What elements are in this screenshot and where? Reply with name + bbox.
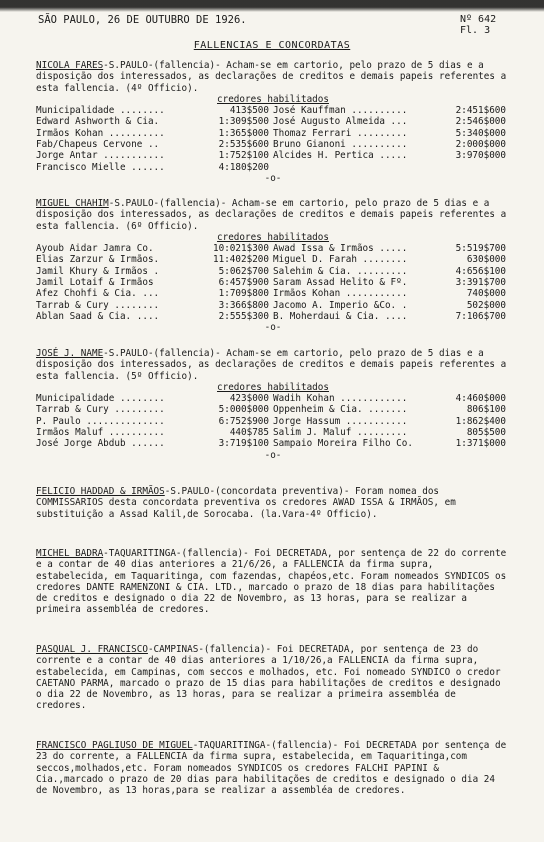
creditors-heading: credores habilitados (217, 381, 329, 393)
creditor-row (36, 105, 510, 116)
creditor-amount: 4:656$100 (455, 265, 506, 277)
creditor-amount: 1:752$100 (218, 150, 269, 162)
creditor-amount: 1:709$800 (218, 288, 269, 300)
creditor-cell (273, 311, 510, 322)
creditor-name: Salim J. Maluf ......... (273, 427, 408, 439)
creditor-amount: 5:340$000 (455, 127, 506, 139)
creditor-cell (273, 300, 510, 311)
entry-intro (36, 348, 510, 382)
creditor-name: Awad Issa & Irmãos ..... (273, 243, 408, 255)
creditor-cell (36, 393, 273, 404)
creditor-name: Elias Zarzur & Irmãos. (36, 254, 160, 266)
creditor-row (36, 277, 510, 288)
creditors-heading: credores habilitados (217, 93, 329, 105)
creditor-amount: 805$500 (466, 427, 506, 439)
separator: -o- (264, 449, 282, 461)
creditor-name: Saram Assad Helito & Fº. (273, 277, 408, 289)
creditors-heading: credores habilitados (217, 231, 329, 243)
creditor-cell (36, 266, 273, 277)
creditors-table (36, 105, 510, 173)
entry-text: -S.PAULO-(fallencia)- Acham-se em cartorio, pelo prazo de 5 dias e a disposição dos interessados, as declarações de creditos e demais papeis referentes a esta fallencia. (6º Officio). (36, 198, 507, 232)
creditor-cell (273, 438, 510, 449)
creditor-amount: 2:546$000 (455, 116, 506, 128)
creditor-cell (273, 416, 510, 427)
creditor-name: Tarrab & Cury ........ (36, 299, 160, 311)
creditor-cell (36, 311, 273, 322)
separator: -o- (264, 322, 282, 334)
creditor-amount: 1:365$000 (218, 127, 269, 139)
entry-jose-j-name (36, 348, 510, 461)
creditor-amount (432, 162, 510, 173)
entry-paragraph (36, 644, 510, 712)
creditor-row (36, 243, 510, 254)
creditor-amount: 3:391$700 (455, 277, 506, 289)
creditor-amount: 413$500 (229, 105, 269, 117)
creditor-cell (36, 416, 273, 427)
creditor-name: Alcides H. Pertica ..... (273, 150, 408, 162)
creditor-amount: 1:862$400 (455, 415, 506, 427)
creditor-name: Municipalidade ........ (36, 105, 165, 117)
creditor-amount: 10:021$300 (213, 243, 269, 255)
entry-text: -TAQUARITINGA-(fallencia)- Foi DECRETADA, por sentença de 22 do corrente e a contar de 40 dias anteriores a 21/6/26, a FALLENCIA da firma supra, estabelecida, em Taquaritinga, com fazendas, chapéos,etc. Foram nomeados SYNDICOS os credores DANTE RAMENZONI & CIA. LTD., marcado o prazo de 18 dias para habilitações de creditos e designado o dia 22 de Novembro, as 13 horas, para se realizar a primeira assembléa de credores. (36, 548, 507, 616)
creditor-name: Jorge Antar ........... (36, 150, 165, 162)
entry-francisco-pagliuso (36, 740, 510, 796)
creditor-cell (36, 150, 273, 161)
creditor-name: Ablan Saad & Cia. .... (36, 310, 160, 322)
creditor-cell (36, 139, 273, 150)
creditor-cell (36, 277, 273, 288)
creditor-name: José Augusto Almeida ... (273, 116, 408, 128)
entry-name: MICHEL BADRA (36, 548, 104, 559)
creditor-cell (36, 162, 273, 173)
creditor-amount: 6:752$900 (218, 415, 269, 427)
creditor-name: Miguel D. Farah ........ (273, 254, 408, 266)
creditor-amount: 2:555$300 (218, 310, 269, 322)
creditor-amount: 5:000$000 (218, 404, 269, 416)
creditors-table (36, 243, 510, 322)
creditor-cell (273, 150, 510, 161)
creditor-cell (273, 254, 510, 265)
creditor-name: Wadih Kohan ............ (273, 393, 408, 405)
entry-michel-badra (36, 548, 510, 616)
creditor-amount: 4:180$200 (218, 161, 269, 173)
creditor-cell (273, 105, 510, 116)
creditor-cell (36, 300, 273, 311)
entry-name: NICOLA FARES (36, 60, 104, 71)
folio-number: Fl. 3 (460, 25, 491, 36)
creditor-cell (273, 427, 510, 438)
creditor-row (36, 438, 510, 449)
creditor-row (36, 288, 510, 299)
creditor-cell (273, 288, 510, 299)
creditor-amount: 440$785 (229, 427, 269, 439)
issue-number: Nº 642 (460, 14, 497, 25)
document-date: SÃO PAULO, 26 DE OUTUBRO DE 1926. (38, 14, 247, 26)
entry-felicio-haddad (36, 486, 510, 520)
entry-intro (36, 198, 510, 232)
creditor-row (36, 393, 510, 404)
creditor-row (36, 300, 510, 311)
creditor-row (36, 139, 510, 150)
creditor-amount: 423$000 (229, 393, 269, 405)
creditor-name: Irmãos Kohan .......... (36, 127, 165, 139)
creditor-cell (36, 243, 273, 254)
entry-name: FELICIO HADDAD & IRMÃOS (36, 486, 165, 497)
creditor-row (36, 416, 510, 427)
entry-miguel-chahim (36, 198, 510, 334)
creditor-row (36, 404, 510, 415)
entry-name: JOSÉ J. NAME (36, 348, 104, 359)
separator: -o- (264, 172, 282, 184)
creditor-name: Oppenheim & Cia. ....... (273, 404, 408, 416)
entry-nicola-fares (36, 60, 510, 184)
entry-text: -S.PAULO-(fallencia)- Acham-se em cartorio, pelo prazo de 5 dias e a disposição dos interessados, as declarações de creditos e demais papeis referentes a esta fallencia. (5º Officio). (36, 348, 507, 382)
creditor-name: José Kauffman .......... (273, 105, 408, 117)
creditor-cell (273, 128, 510, 139)
creditor-name: Tarrab & Cury ......... (36, 404, 165, 416)
creditor-name: Bruno Gianoni .......... (273, 139, 408, 151)
creditor-cell (36, 288, 273, 299)
entry-name: MIGUEL CHAHIM (36, 198, 109, 209)
entry-text: -CAMPINAS-(fallencia)- Foi DECRETADA, por sentença de 23 do corrente e a contar de 40 dias anteriores a 1/10/26,a FALLENCIA da firma supra, estabelecida, em Campinas, com seccos e molhados, etc. Foi nomeado SYNDICO o credor CAETANO PARMA, marcado o prazo de 15 dias para habilitações de creditos e designado o dia 22 de Novembro, as 13 horas, para se realizar a primeira assembléa de credores. (36, 644, 501, 712)
creditor-amount: 4:460$000 (455, 393, 506, 405)
creditor-row (36, 311, 510, 322)
creditor-name: Afez Chohfi & Cia. ... (36, 288, 160, 300)
creditor-name: Jamil Lotaif & Irmãos (36, 277, 154, 289)
creditor-amount: 7:106$700 (455, 310, 506, 322)
creditor-name: Ayoub Aidar Jamra Co. (36, 243, 154, 255)
creditor-name: José Jorge Abdub ...... (36, 438, 165, 450)
creditor-name: Jacomo A. Imperio &Co. . (273, 299, 408, 311)
creditors-table (36, 393, 510, 449)
entry-name: FRANCISCO PAGLIUSO DE MIGUEL (36, 740, 193, 751)
creditor-row (36, 266, 510, 277)
creditor-amount: 502$000 (466, 299, 506, 311)
creditor-cell (273, 404, 510, 415)
creditor-name: Edward Ashworth & Cia. (36, 116, 160, 128)
creditor-row (36, 128, 510, 139)
creditor-name: Thomaz Ferrari ......... (273, 127, 408, 139)
entry-name: PASQUAL J. FRANCISCO (36, 644, 148, 655)
creditor-cell (36, 128, 273, 139)
creditor-row (36, 427, 510, 438)
creditor-amount: 2:000$000 (455, 139, 506, 151)
document-number (460, 14, 520, 36)
creditor-amount: 5:519$700 (455, 243, 506, 255)
creditor-cell (36, 254, 273, 265)
entry-pasqual-francisco (36, 644, 510, 712)
creditor-cell (273, 243, 510, 254)
creditor-cell (36, 404, 273, 415)
creditor-amount: 1:309$500 (218, 116, 269, 128)
section-title: FALLENCIAS E CONCORDATAS (193, 40, 351, 51)
entry-paragraph (36, 486, 510, 520)
creditor-amount: 2:535$600 (218, 139, 269, 151)
creditor-row (36, 162, 510, 173)
creditor-name: Jamil Khury & Irmãos . (36, 265, 160, 277)
creditor-amount: 2:451$600 (455, 105, 506, 117)
creditor-name: Francisco Mielle ...... (36, 161, 165, 173)
creditor-cell (273, 266, 510, 277)
creditor-amount: 3:719$100 (218, 438, 269, 450)
creditor-name: Fab/Chapeus Cervone .. (36, 139, 160, 151)
entry-text: -TAQUARITINGA-(fallencia)- Foi DECRETADA por sentença de 23 do corrente, a FALLENCIA da firma supra, estabelecida, em Taquaritinga,com seccos,molhados,etc. Foram nomeados SYNDICOS os credores FALCHI PAPINI & Cia.,marcado o prazo de 20 dias para habilitações de creditos e designado o dia 24 de Novembro, as 13 horas,para se realizar a assembléa de credores. (36, 740, 507, 797)
creditor-cell (36, 105, 273, 116)
creditor-cell (273, 393, 510, 404)
creditor-amount: 6:457$900 (218, 277, 269, 289)
creditor-amount: 5:062$700 (218, 265, 269, 277)
creditor-cell (36, 438, 273, 449)
creditor-name: Jorge Hassum ........... (273, 415, 408, 427)
creditor-amount: 3:366$800 (218, 299, 269, 311)
creditor-amount: 3:970$000 (455, 150, 506, 162)
creditor-cell (273, 116, 510, 127)
entry-paragraph (36, 740, 510, 796)
creditor-amount: 1:371$000 (455, 438, 506, 450)
creditor-name: Salehim & Cia. ......... (273, 265, 408, 277)
creditor-row (36, 254, 510, 265)
creditor-name: Sampaio Moreira Filho Co. (273, 438, 413, 450)
creditor-name: Municipalidade ........ (36, 393, 165, 405)
creditor-cell (36, 427, 273, 438)
entry-text: -S.PAULO-(concordata preventiva)- Foram nomea dos COMMISSARIOS desta concordata preventiva os credores AWAD ISSA & IRMÃOS, em substituição a Assad Kalil,de Sorocaba. (la.Vara-4º Officio). (36, 486, 456, 520)
creditor-cell (273, 139, 510, 150)
creditor-cell (273, 277, 510, 288)
creditor-cell (36, 116, 273, 127)
entry-text: -S.PAULO-(fallencia)- Acham-se em cartorio, pelo prazo de 5 dias e a disposição dos interessados, as declarações de creditos e demais papeis referentes a esta fallencia. (4º Officio). (36, 60, 507, 94)
creditor-amount: 740$000 (466, 288, 506, 300)
creditor-name: Irmãos Kohan ........... (273, 288, 408, 300)
entry-paragraph (36, 548, 510, 616)
creditor-cell (273, 162, 510, 173)
creditor-amount: 630$000 (466, 254, 506, 266)
creditor-name: P. Paulo .............. (36, 415, 165, 427)
creditor-name (273, 162, 432, 173)
creditor-row (36, 116, 510, 127)
entry-intro (36, 60, 510, 94)
creditor-amount: 806$100 (466, 404, 506, 416)
creditor-name: Irmãos Maluf .......... (36, 427, 165, 439)
scan-edge (0, 0, 544, 12)
creditor-amount: 11:402$200 (213, 254, 269, 266)
creditor-row (36, 150, 510, 161)
creditor-name: B. Moherdaui & Cia. .... (273, 310, 408, 322)
